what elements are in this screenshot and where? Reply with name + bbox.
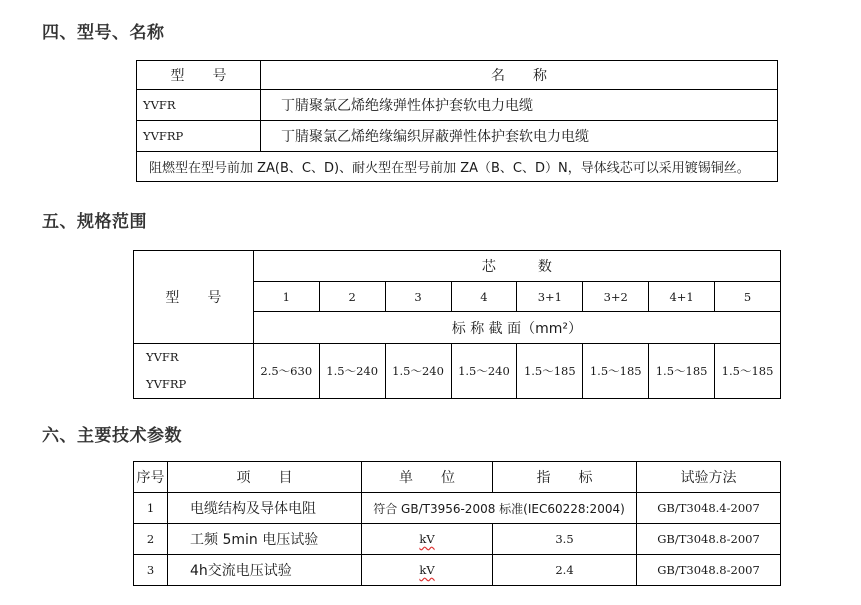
- unit-standard: 符合 GB/T3956-2008 标准(IEC60228:2004): [362, 493, 637, 524]
- table-row: [134, 493, 781, 524]
- range-cell: 1.5～185: [517, 344, 583, 399]
- range-cell: 1.5～240: [385, 344, 451, 399]
- header-unit: 单 位: [362, 462, 493, 493]
- core-count: 4: [451, 282, 517, 312]
- unit-text: kV: [419, 563, 435, 577]
- model-name-table: [136, 60, 778, 182]
- table-row: [137, 121, 778, 152]
- table-row: [137, 90, 778, 121]
- test-method: GB/T3048.8-2007: [637, 524, 781, 555]
- header-model: 型 号: [134, 251, 254, 344]
- model-code: YVFR: [146, 350, 179, 364]
- header-name: 名 称: [261, 61, 778, 90]
- section4-heading: 四、型号、名称: [42, 23, 165, 43]
- spec-range-table: [133, 250, 781, 399]
- table-row: [134, 344, 781, 399]
- header-no: 序号: [134, 462, 168, 493]
- index-value: 3.5: [493, 524, 637, 555]
- header-cores: 芯 数: [253, 251, 780, 282]
- core-count: 3: [385, 282, 451, 312]
- range-cell: 2.5～630: [253, 344, 319, 399]
- range-cell: 1.5～185: [649, 344, 715, 399]
- index-value: 2.4: [493, 555, 637, 586]
- model-code: YVFRP: [146, 377, 187, 391]
- model-code: YVFRP: [137, 121, 261, 152]
- range-cell: 1.5～185: [715, 344, 781, 399]
- header-model: 型 号: [137, 61, 261, 90]
- test-method: GB/T3048.4-2007: [637, 493, 781, 524]
- header-index: 指 标: [493, 462, 637, 493]
- row-number: 3: [134, 555, 168, 586]
- item-name: 电缆结构及导体电阻: [168, 493, 362, 524]
- unit-cell: [362, 555, 493, 586]
- model-name: 丁腈聚氯乙烯绝缘编织屏蔽弹性体护套软电力电缆: [261, 121, 778, 152]
- header-section: 标 称 截 面（mm²）: [253, 312, 780, 344]
- range-cell: 1.5～240: [451, 344, 517, 399]
- model-note: 阻燃型在型号前加 ZA(B、C、D)、耐火型在型号前加 ZA（B、C、D）N，导体线芯可以采用镀锡铜丝。: [137, 152, 778, 182]
- core-count: 4+1: [649, 282, 715, 312]
- model-code: YVFR: [137, 90, 261, 121]
- table-row: [134, 555, 781, 586]
- section5-heading: 五、规格范围: [42, 212, 147, 232]
- row-number: 1: [134, 493, 168, 524]
- unit-cell: [362, 524, 493, 555]
- range-cell: 1.5～185: [583, 344, 649, 399]
- unit-text: kV: [419, 532, 435, 546]
- table-row: [134, 524, 781, 555]
- test-method: GB/T3048.8-2007: [637, 555, 781, 586]
- core-count: 5: [715, 282, 781, 312]
- range-cell: 1.5～240: [319, 344, 385, 399]
- header-item: 项 目: [168, 462, 362, 493]
- core-count: 2: [319, 282, 385, 312]
- row-number: 2: [134, 524, 168, 555]
- model-name: 丁腈聚氯乙烯绝缘弹性体护套软电力电缆: [261, 90, 778, 121]
- item-name: 工频 5min 电压试验: [168, 524, 362, 555]
- core-count: 3+1: [517, 282, 583, 312]
- item-name: 4h交流电压试验: [168, 555, 362, 586]
- model-list: [134, 344, 254, 399]
- core-count: 1: [253, 282, 319, 312]
- core-count: 3+2: [583, 282, 649, 312]
- header-method: 试验方法: [637, 462, 781, 493]
- section6-heading: 六、主要技术参数: [42, 426, 182, 446]
- tech-params-table: [133, 461, 781, 586]
